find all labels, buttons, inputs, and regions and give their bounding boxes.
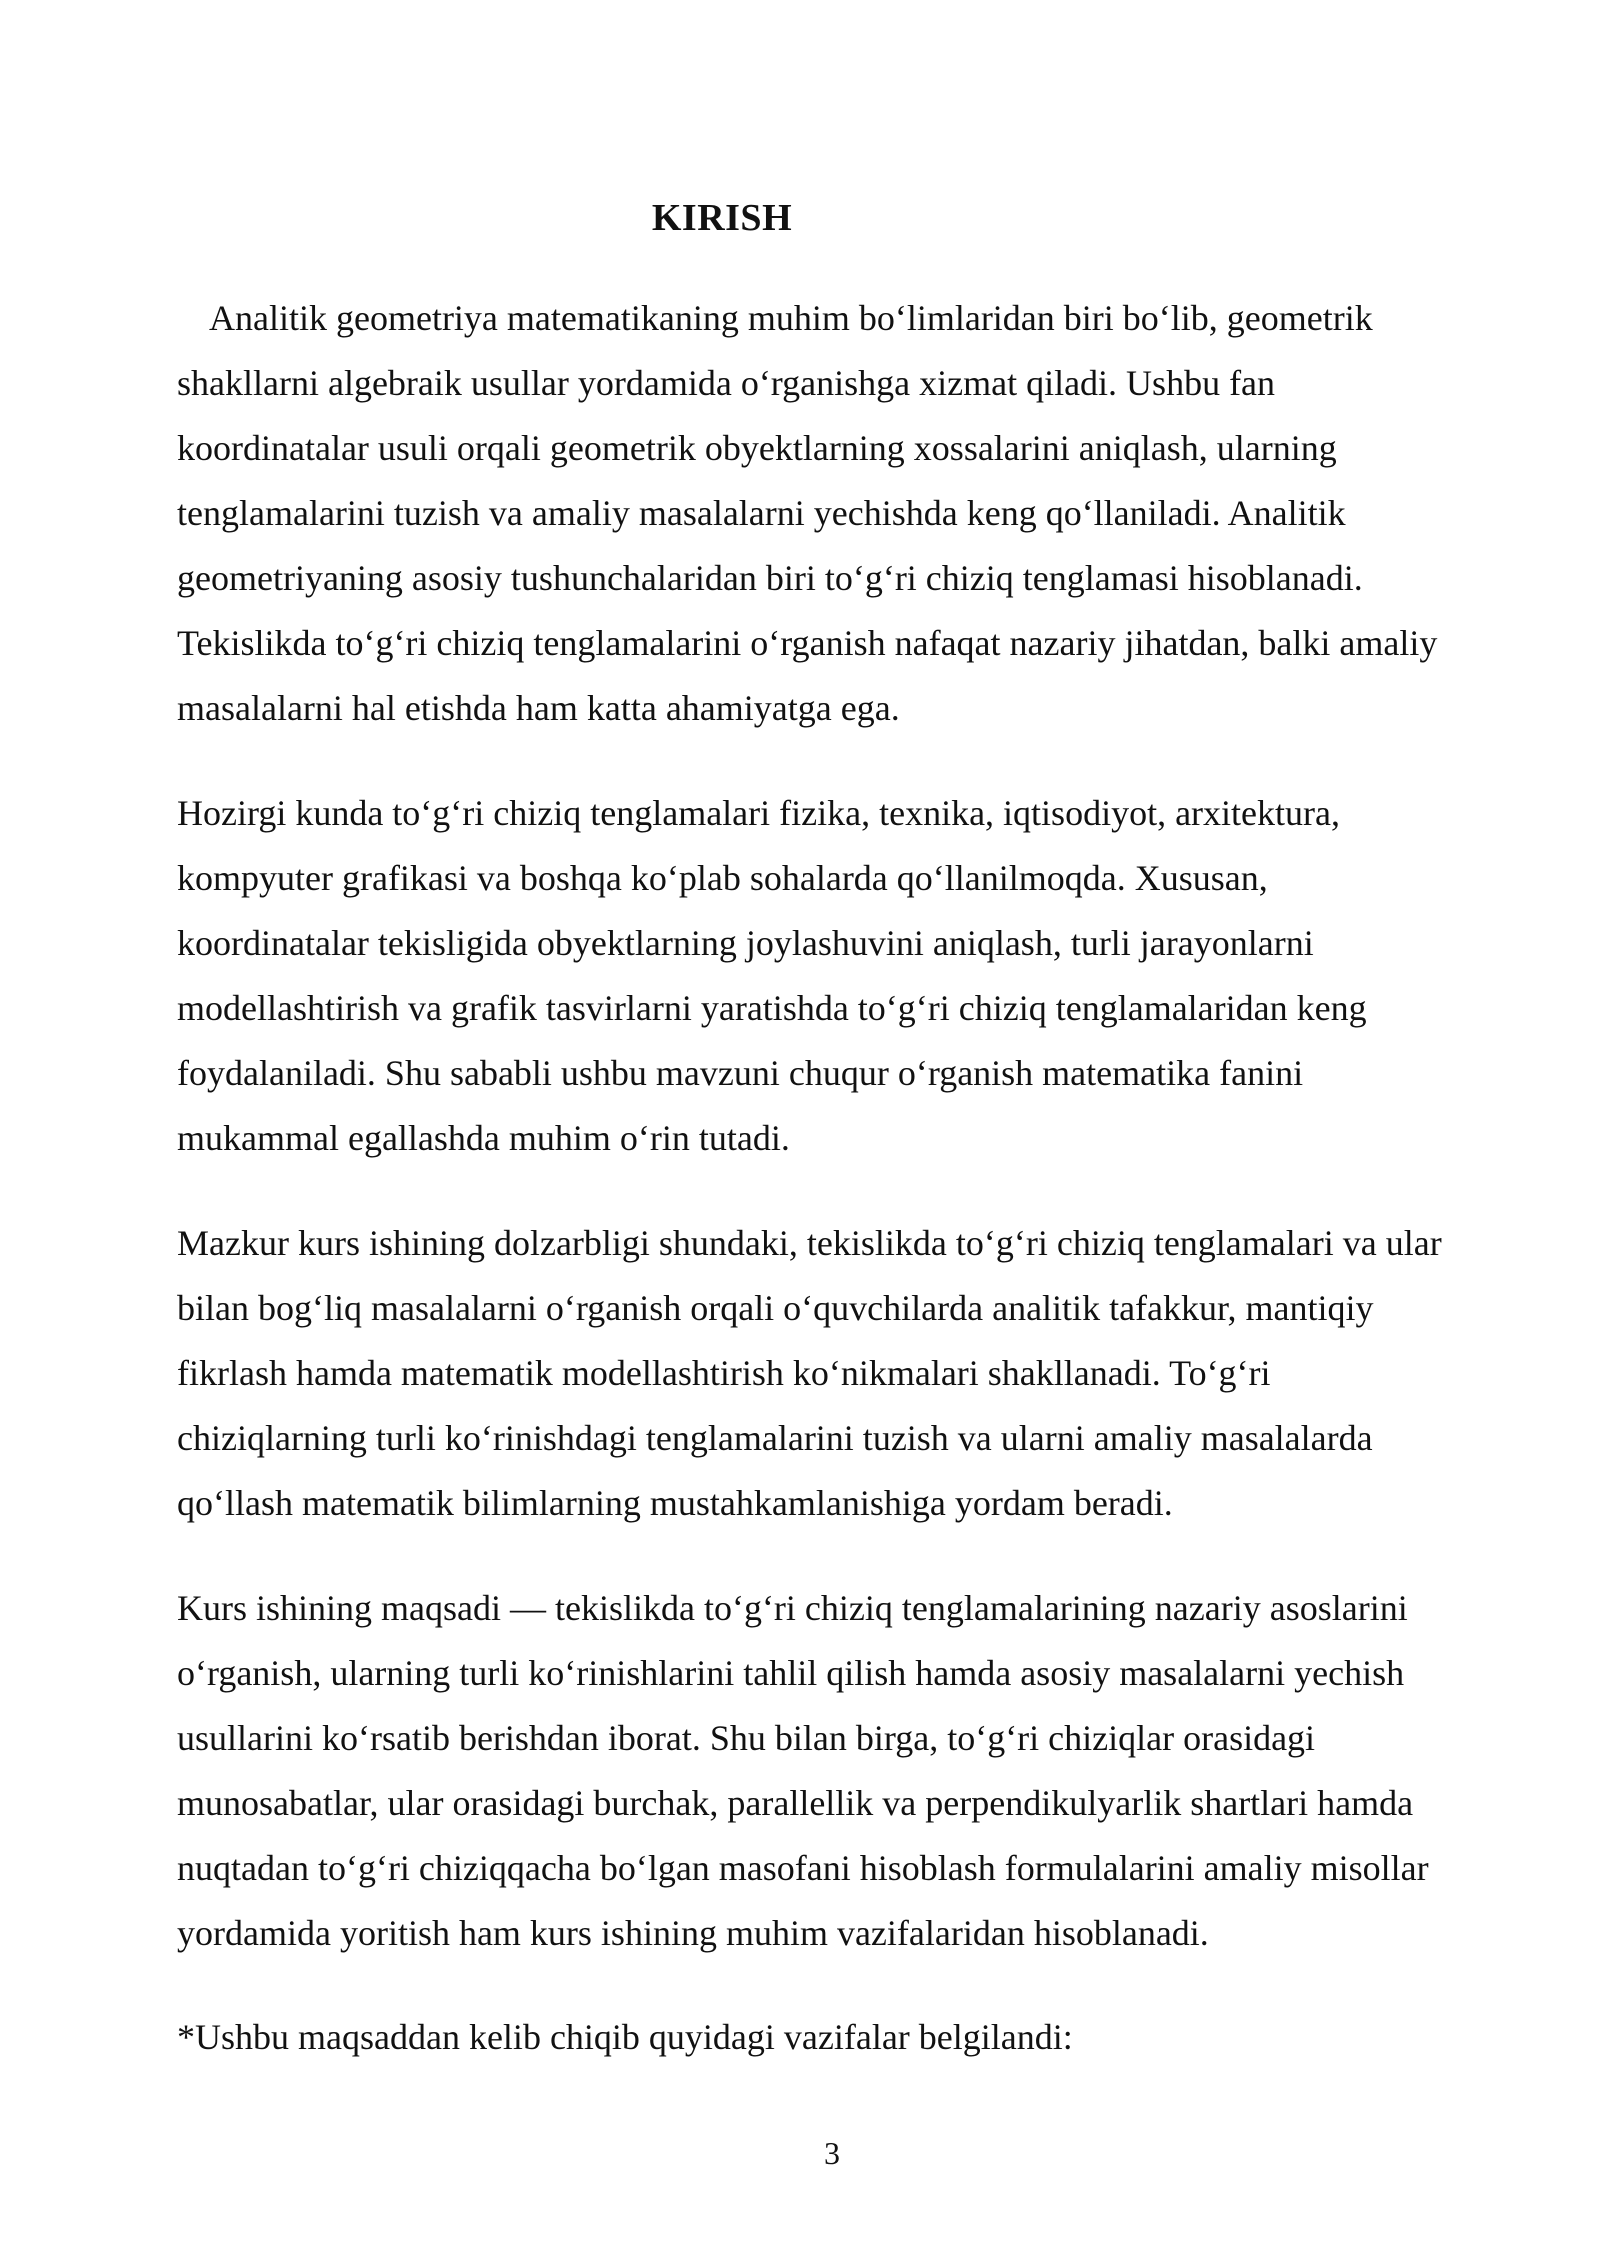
paragraph-line: qo‘llash matematik bilimlarning mustahkamlanishiga yordam beradi. — [177, 1483, 1173, 1523]
paragraph-relevance — [177, 1211, 1517, 1536]
paragraph-goal — [177, 1576, 1517, 1966]
paragraph-line: Kurs ishining maqsadi — tekislikda to‘g‘ri chiziq tenglamalarining nazariy asoslarini — [177, 1588, 1408, 1628]
paragraph-introduction — [177, 286, 1517, 741]
page-number: 3 — [824, 2135, 840, 2171]
paragraph-line: shakllarni algebraik usullar yordamida o‘rganishga xizmat qiladi. Ushbu fan — [177, 363, 1276, 403]
page-title: KIRISH — [651, 197, 793, 239]
paragraph-line: masalalarni hal etishda ham katta ahamiyatga ega. — [177, 688, 900, 728]
paragraph-line: foydalaniladi. Shu sababli ushbu mavzuni chuqur o‘rganish matematika fanini — [177, 1053, 1304, 1093]
paragraph-line: usullarini ko‘rsatib berishdan iborat. Shu bilan birga, to‘g‘ri chiziqlar orasidagi — [177, 1718, 1316, 1758]
paragraph-line: yordamida yoritish ham kurs ishining muhim vazifalaridan hisoblanadi. — [177, 1913, 1209, 1953]
paragraph-line: mukammal egallashda muhim o‘rin tutadi. — [177, 1118, 790, 1158]
paragraph-line: Analitik geometriya matematikaning muhim bo‘limlaridan biri bo‘lib, geometrik — [209, 298, 1373, 338]
paragraph-tasks-intro — [177, 2005, 1517, 2070]
paragraph-applications — [177, 781, 1517, 1171]
paragraph-line: modellashtirish va grafik tasvirlarni yaratishda to‘g‘ri chiziq tenglamalaridan keng — [177, 988, 1367, 1028]
paragraph-line: Mazkur kurs ishining dolzarbligi shundaki, tekislikda to‘g‘ri chiziq tenglamalari va ular — [177, 1223, 1442, 1263]
paragraph-line: o‘rganish, ularning turli ko‘rinishlarini tahlil qilish hamda asosiy masalalarni yechish — [177, 1653, 1405, 1693]
paragraph-line: bilan bog‘liq masalalarni o‘rganish orqali o‘quvchilarda analitik tafakkur, mantiqiy — [177, 1288, 1374, 1328]
paragraph-line: chiziqlarning turli ko‘rinishdagi tenglamalarini tuzish va ularni amaliy masalalarda — [177, 1418, 1373, 1458]
paragraph-line: *Ushbu maqsaddan kelib chiqib quyidagi vazifalar belgilandi: — [177, 2017, 1073, 2057]
paragraph-line: kompyuter grafikasi va boshqa ko‘plab sohalarda qo‘llanilmoqda. Xususan, — [177, 858, 1268, 898]
paragraph-line: Hozirgi kunda to‘g‘ri chiziq tenglamalari fizika, texnika, iqtisodiyot, arxitektura, — [177, 793, 1340, 833]
paragraph-line: tenglamalarini tuzish va amaliy masalalarni yechishda keng qo‘llaniladi. Analitik — [177, 493, 1346, 533]
paragraph-line: fikrlash hamda matematik modellashtirish ko‘nikmalari shakllanadi. To‘g‘ri — [177, 1353, 1271, 1393]
paragraph-line: geometriyaning asosiy tushunchalaridan biri to‘g‘ri chiziq tenglamasi hisoblanadi. — [177, 558, 1363, 598]
paragraph-line: nuqtadan to‘g‘ri chiziqqacha bo‘lgan masofani hisoblash formulalarini amaliy misollar — [177, 1848, 1429, 1888]
paragraph-line: Tekislikda to‘g‘ri chiziq tenglamalarini o‘rganish nafaqat nazariy jihatdan, balki amaliy — [177, 623, 1438, 663]
paragraph-line: koordinatalar tekisligida obyektlarning joylashuvini aniqlash, turli jarayonlarni — [177, 923, 1314, 963]
paragraph-line: munosabatlar, ular orasidagi burchak, parallellik va perpendikulyarlik shartlari hamda — [177, 1783, 1414, 1823]
paragraph-line: koordinatalar usuli orqali geometrik obyektlarning xossalarini aniqlash, ularning — [177, 428, 1337, 468]
